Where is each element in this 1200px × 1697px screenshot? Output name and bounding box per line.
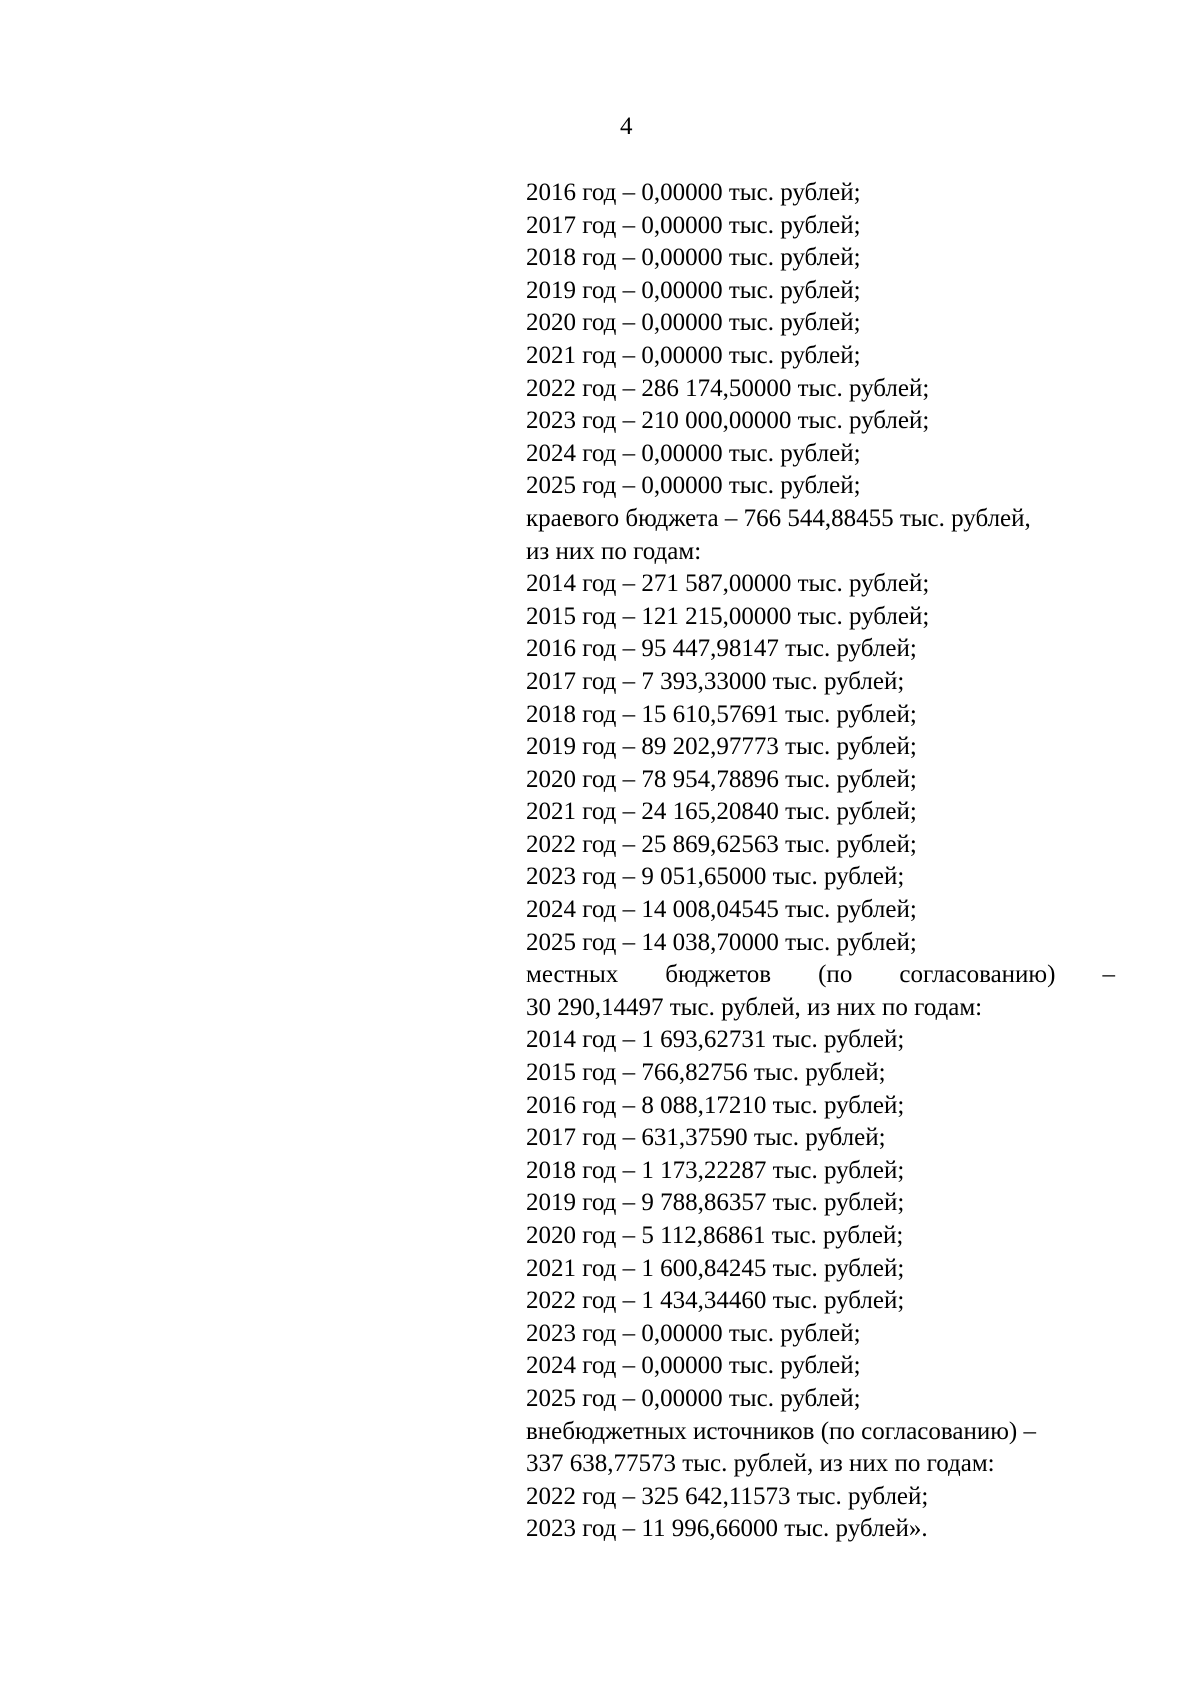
text-line: из них по годам:: [526, 537, 702, 565]
text-line: 2017 год – 7 393,33000 тыс. рублей;: [526, 667, 905, 695]
text-line: 337 638,77573 тыс. рублей, из них по годам:: [526, 1450, 995, 1478]
text-line: 2018 год – 1 173,22287 тыс. рублей;: [526, 1156, 905, 1184]
text-line: 2024 год – 0,00000 тыс. рублей;: [526, 1352, 861, 1380]
justified-word: (по: [818, 961, 853, 989]
text-line: 2022 год – 286 174,50000 тыс. рублей;: [526, 374, 930, 402]
text-line: 2023 год – 0,00000 тыс. рублей;: [526, 1319, 861, 1347]
text-line: 2020 год – 78 954,78896 тыс. рублей;: [526, 765, 917, 793]
text-line: 2022 год – 25 869,62563 тыс. рублей;: [526, 830, 917, 858]
text-line: 2025 год – 14 038,70000 тыс. рублей;: [526, 928, 917, 956]
text-line: 2016 год – 8 088,17210 тыс. рублей;: [526, 1091, 905, 1119]
funding-text-block: [526, 177, 1115, 1546]
text-line: краевого бюджета – 766 544,88455 тыс. рублей,: [526, 504, 1031, 532]
text-line: 2025 год – 0,00000 тыс. рублей;: [526, 472, 861, 500]
justified-word: местных: [526, 961, 619, 989]
text-line: 2017 год – 631,37590 тыс. рублей;: [526, 1124, 886, 1152]
text-line: 2015 год – 121 215,00000 тыс. рублей;: [526, 602, 930, 630]
text-line: 30 290,14497 тыс. рублей, из них по годам:: [526, 993, 983, 1021]
text-line: 2024 год – 14 008,04545 тыс. рублей;: [526, 896, 917, 924]
text-line: 2016 год – 95 447,98147 тыс. рублей;: [526, 635, 917, 663]
text-line: 2020 год – 5 112,86861 тыс. рублей;: [526, 1222, 904, 1249]
text-line: 2023 год – 11 996,66000 тыс. рублей».: [526, 1515, 928, 1543]
text-line: 2022 год – 1 434,34460 тыс. рублей;: [526, 1287, 905, 1315]
text-line: 2017 год – 0,00000 тыс. рублей;: [526, 211, 861, 239]
text-line: 2022 год – 325 642,11573 тыс. рублей;: [526, 1482, 929, 1510]
text-line: 2014 год – 1 693,62731 тыс. рублей;: [526, 1026, 905, 1054]
justified-word: –: [1102, 961, 1115, 989]
text-line: 2021 год – 0,00000 тыс. рублей;: [526, 341, 861, 369]
local-budgets-heading-line: [526, 959, 1115, 992]
text-line: 2018 год – 0,00000 тыс. рублей;: [526, 244, 861, 272]
text-line: 2023 год – 9 051,65000 тыс. рублей;: [526, 863, 905, 891]
text-line: 2024 год – 0,00000 тыс. рублей;: [526, 439, 861, 467]
text-line: 2020 год – 0,00000 тыс. рублей;: [526, 309, 861, 337]
text-line: 2016 год – 0,00000 тыс. рублей;: [526, 179, 861, 206]
text-line: 2023 год – 210 000,00000 тыс. рублей;: [526, 407, 930, 435]
text-line: 2019 год – 9 788,86357 тыс. рублей;: [526, 1189, 905, 1217]
text-line: 2021 год – 24 165,20840 тыс. рублей;: [526, 798, 917, 826]
text-line: 2025 год – 0,00000 тыс. рублей;: [526, 1384, 861, 1412]
page-number: 4: [620, 113, 633, 140]
text-line: 2021 год – 1 600,84245 тыс. рублей;: [526, 1254, 905, 1282]
justified-word: бюджетов: [665, 961, 772, 989]
text-line: 2019 год – 0,00000 тыс. рублей;: [526, 276, 861, 304]
justified-word: согласованию): [899, 961, 1056, 989]
text-line: 2014 год – 271 587,00000 тыс. рублей;: [526, 570, 930, 598]
text-line: внебюджетных источников (по согласованию) –: [526, 1417, 1036, 1445]
text-line: 2019 год – 89 202,97773 тыс. рублей;: [526, 733, 917, 761]
text-line: 2015 год – 766,82756 тыс. рублей;: [526, 1059, 886, 1087]
text-line: 2018 год – 15 610,57691 тыс. рублей;: [526, 700, 917, 728]
